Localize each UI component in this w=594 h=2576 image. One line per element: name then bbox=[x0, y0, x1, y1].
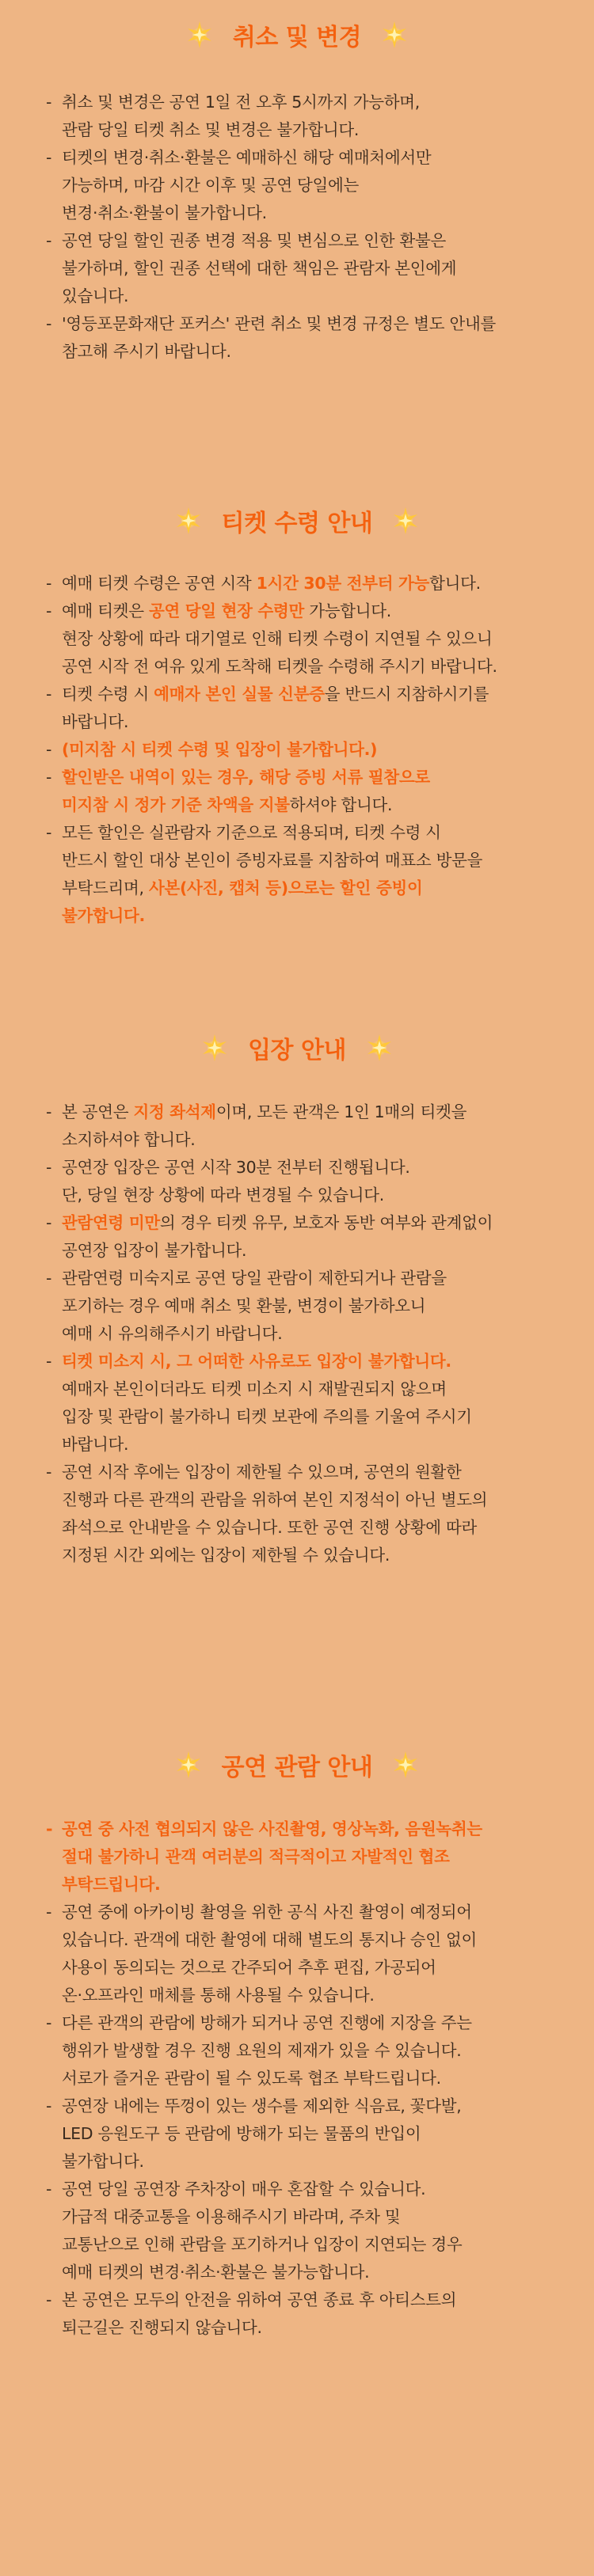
notice-item bbox=[46, 1459, 561, 1569]
item-text: 모든 할인은 실관람자 기준으로 적용되며, 티켓 수령 시 반드시 할인 대상 본인이 증빙자료를 지참하여 매표소 방문을 부탁드리며, bbox=[62, 823, 483, 897]
section-viewing bbox=[0, 1741, 594, 2342]
section-admission bbox=[0, 1024, 594, 1569]
item-text: 공연 당일 공연장 주차장이 매우 혼잡할 수 있습니다. 가급적 대중교통을 이용해주시기 바라며, 주차 및 교통난으로 인해 관람을 포기하거나 입장이 지연되는 경우 예매 티켓의 변경·취소·환불은 불가능합니다. bbox=[62, 2180, 463, 2282]
notice-item bbox=[46, 570, 561, 598]
sparkle-burst-icon bbox=[199, 1032, 230, 1064]
item-text: 의 경우 티켓 유무, 보호자 동반 여부와 관계없이 공연장 입장이 불가합니다. bbox=[62, 1213, 493, 1260]
item-text: 예매 티켓 수령은 공연 시작 bbox=[62, 574, 257, 593]
item-text: 공연 중 사전 협의되지 않은 사진촬영, 영상녹화, 음원녹취는 절대 불가하니 관객 여러분의 적극적이고 자발적인 협조 부탁드립니다. bbox=[62, 1819, 482, 1894]
highlight-text: 예매자 본인 실물 신분증 bbox=[154, 685, 325, 704]
notice-item bbox=[46, 681, 561, 736]
item-text: '영등포문화재단 포커스' 관련 취소 및 변경 규정은 별도 안내를 참고해 주시기 바랍니다. bbox=[62, 314, 496, 361]
notice-item bbox=[46, 2009, 561, 2092]
notice-item bbox=[46, 598, 561, 681]
item-text: 이며, 모든 관객은 1인 1매의 티켓을 소지하셔야 합니다. bbox=[62, 1102, 467, 1149]
notice-item bbox=[46, 89, 561, 144]
item-text: 예매 티켓은 bbox=[62, 601, 149, 620]
section-ticket-pickup bbox=[0, 497, 594, 930]
sparkle-burst-icon bbox=[184, 19, 215, 51]
item-list bbox=[0, 1815, 561, 2342]
sparkle-burst-icon bbox=[364, 1032, 395, 1064]
item-text: 공연 중에 아카이빙 촬영을 위한 공식 사진 촬영이 예정되어 있습니다. 관객에 대한 촬영에 대해 별도의 통지나 승인 없이 사용이 동의되는 것으로 간주되어 추후 편집, 가공되어 온·오프라인 매체를 통해 사용될 수 있습니다. bbox=[62, 1903, 478, 2005]
item-list bbox=[0, 570, 561, 930]
item-text: 을 반드시 지참하시기를 바랍니다. bbox=[62, 685, 489, 731]
item-list bbox=[0, 89, 561, 366]
section-header bbox=[0, 497, 594, 544]
section-title: 티켓 수령 안내 bbox=[221, 510, 373, 537]
highlight-text: 공연 당일 현장 수령만 bbox=[148, 601, 304, 620]
section-title: 공연 관람 안내 bbox=[221, 1754, 373, 1781]
item-text: 티켓의 변경·취소·환불은 예매하신 해당 예매처에서만 가능하며, 마감 시간 이후 및 공연 당일에는 변경·취소·환불이 불가합니다. bbox=[62, 148, 432, 222]
notice-item bbox=[46, 227, 561, 310]
section-header bbox=[0, 11, 594, 59]
section-header bbox=[0, 1741, 594, 1789]
item-text: 공연장 입장은 공연 시작 30분 전부터 진행됩니다. 단, 당일 현장 상황에 따라 변경될 수 있습니다. bbox=[62, 1158, 410, 1205]
highlight-text: 티켓 미소지 시, 그 어떠한 사유로도 입장이 불가합니다. bbox=[62, 1352, 451, 1371]
item-text: 합니다. bbox=[429, 574, 481, 593]
notice-item bbox=[46, 1348, 561, 1459]
highlight-text: 할인받은 내역이 있는 경우, 해당 증빙 서류 필참으로 미지참 시 정가 기준 차액을 지불 bbox=[62, 768, 430, 814]
section-cancel-change bbox=[0, 11, 594, 366]
highlight-text: (미지참 시 티켓 수령 및 입장이 불가합니다.) bbox=[62, 740, 378, 759]
item-text: 티켓 수령 시 bbox=[62, 685, 154, 704]
highlight-text: 사본(사진, 캡처 등)으로는 할인 증빙이 불가합니다. bbox=[62, 878, 423, 925]
item-text: 관람연령 미숙지로 공연 당일 관람이 제한되거나 관람을 포기하는 경우 예매 취소 및 환불, 변경이 불가하오니 예매 시 유의해주시기 바랍니다. bbox=[62, 1269, 447, 1343]
item-text: 본 공연은 bbox=[62, 1102, 134, 1121]
notice-item bbox=[46, 2092, 561, 2176]
section-title: 취소 및 변경 bbox=[232, 24, 362, 51]
item-text: 공연장 내에는 뚜껑이 있는 생수를 제외한 식음료, 꽃다발, LED 응원도구 등 관람에 방해가 되는 물품의 반입이 불가합니다. bbox=[62, 2096, 462, 2171]
item-text: 다른 관객의 관람에 방해가 되거나 공연 진행에 지장을 주는 행위가 발생할 경우 진행 요원의 제재가 있을 수 있습니다. 서로가 즐거운 관람이 될 수 있도록 협조 부탁드립니다. bbox=[62, 2013, 472, 2088]
notice-item bbox=[46, 144, 561, 227]
notice-item bbox=[46, 1899, 561, 2009]
highlight-text: 지정 좌석제 bbox=[133, 1102, 216, 1121]
item-text: 가능합니다. 현장 상황에 따라 대기열로 인해 티켓 수령이 지연될 수 있으니 공연 시작 전 여유 있게 도착해 티켓을 수령해 주시기 바랍니다. bbox=[62, 601, 497, 676]
item-text: 본 공연은 모두의 안전을 위하여 공연 종료 후 아티스트의 퇴근길은 진행되지 않습니다. bbox=[62, 2290, 457, 2337]
notice-item bbox=[46, 1098, 561, 1154]
sparkle-burst-icon bbox=[390, 1749, 421, 1781]
section-title: 입장 안내 bbox=[248, 1037, 346, 1064]
notice-item bbox=[46, 1815, 561, 1899]
item-text: 취소 및 변경은 공연 1일 전 오후 5시까지 가능하며, 관람 당일 티켓 취소 및 변경은 불가합니다. bbox=[62, 93, 420, 139]
item-text: 예매자 본인이더라도 티켓 미소지 시 재발권되지 않으며 입장 및 관람이 불가하니 티켓 보관에 주의를 기울여 주시기 바랍니다. bbox=[62, 1379, 472, 1454]
item-list bbox=[0, 1098, 561, 1569]
notice-item bbox=[46, 764, 561, 819]
highlight-text: 관람연령 미만 bbox=[62, 1213, 160, 1232]
notice-item bbox=[46, 2286, 561, 2342]
notice-item bbox=[46, 2176, 561, 2286]
notice-item bbox=[46, 310, 561, 366]
section-header bbox=[0, 1024, 594, 1072]
notice-item bbox=[46, 1209, 561, 1265]
sparkle-burst-icon bbox=[390, 505, 421, 537]
sparkle-burst-icon bbox=[173, 1749, 204, 1781]
highlight-text: 1시간 30분 전부터 가능 bbox=[256, 574, 430, 593]
sparkle-burst-icon bbox=[173, 505, 204, 537]
notice-item bbox=[46, 736, 561, 764]
notice-item bbox=[46, 1154, 561, 1209]
item-text: 하셔야 합니다. bbox=[289, 795, 393, 814]
item-text: 공연 시작 후에는 입장이 제한될 수 있으며, 공연의 원활한 진행과 다른 관객의 관람을 위하여 본인 지정석이 아닌 별도의 좌석으로 안내받을 수 있습니다. 또한 공연 진행 상황에 따라 지정된 시간 외에는 입장이 제한될 수 있습니다. bbox=[62, 1463, 488, 1565]
notice-item bbox=[46, 819, 561, 930]
notice-item bbox=[46, 1265, 561, 1348]
item-text: 공연 당일 할인 권종 변경 적용 및 변심으로 인한 환불은 불가하며, 할인 권종 선택에 대한 책임은 관람자 본인에게 있습니다. bbox=[62, 231, 457, 305]
sparkle-burst-icon bbox=[379, 19, 410, 51]
